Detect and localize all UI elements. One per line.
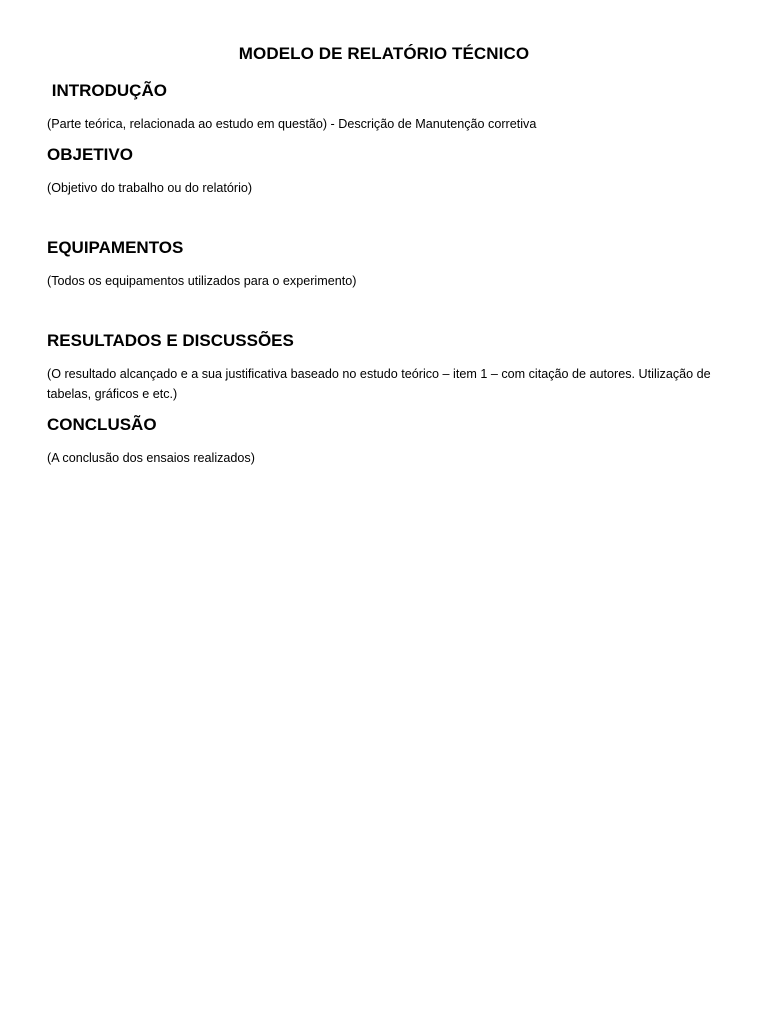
section-text-conclusao: (A conclusão dos ensaios realizados) (47, 451, 255, 465)
section-heading-introducao: INTRODUÇÃO (47, 81, 167, 100)
section-text-equipamentos: (Todos os equipamentos utilizados para o experimento) (47, 274, 357, 288)
document-title: MODELO DE RELATÓRIO TÉCNICO (238, 44, 530, 63)
section-heading-conclusao: CONCLUSÃO (47, 415, 157, 434)
section-heading-objetivo: OBJETIVO (47, 145, 133, 164)
section-heading-equipamentos: EQUIPAMENTOS (47, 238, 184, 257)
section-text-introducao: (Parte teórica, relacionada ao estudo em questão) - Descrição de Manutenção corretiva (47, 117, 537, 131)
section-heading-resultados: RESULTADOS E DISCUSSÕES (47, 331, 294, 350)
section-text-resultados: (O resultado alcançado e a sua justificativa baseado no estudo teórico – item 1 – com citação de autores. Utilização de tabelas, gráficos e etc.) (47, 367, 711, 401)
section-text-objetivo: (Objetivo do trabalho ou do relatório) (47, 181, 253, 195)
